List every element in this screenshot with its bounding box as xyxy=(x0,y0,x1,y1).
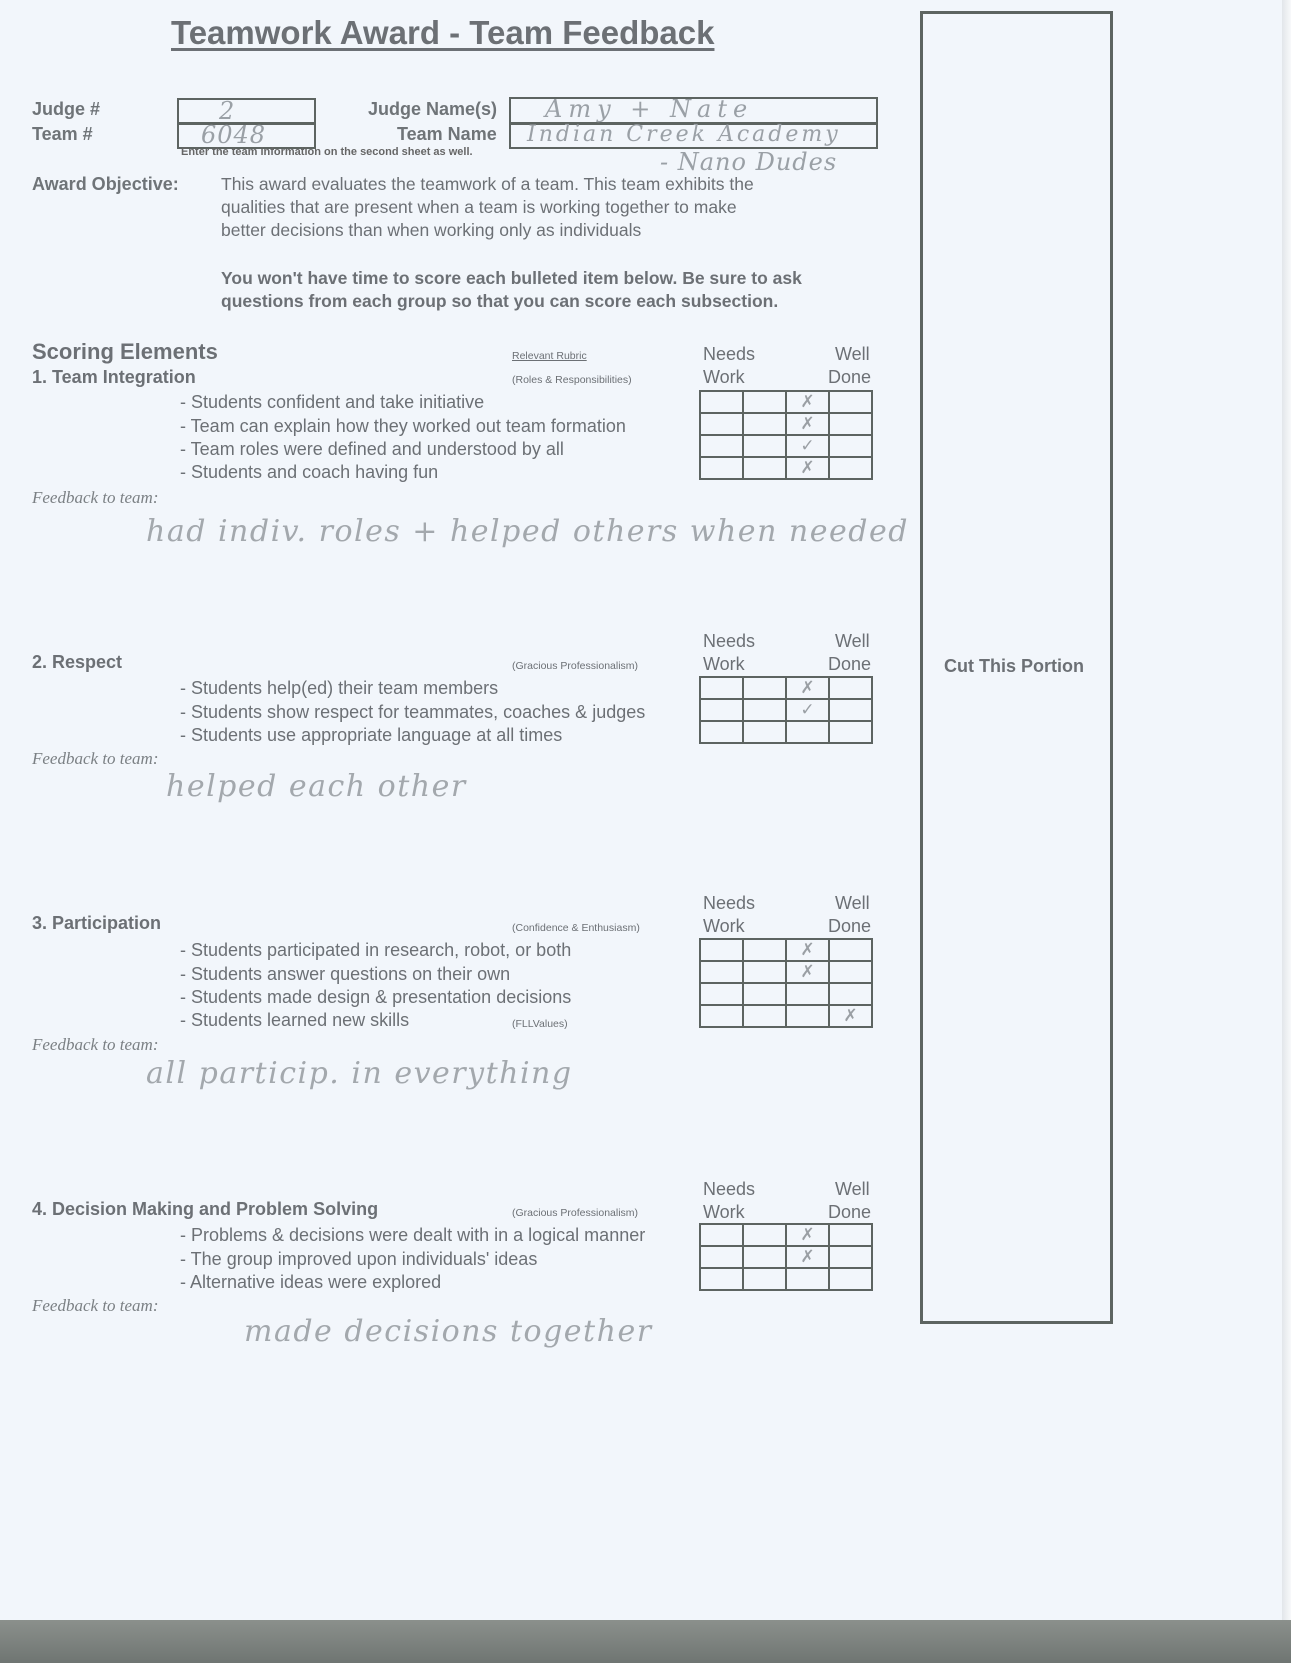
feedback-label: Feedback to team: xyxy=(32,488,159,507)
section-3-rubric: (Confidence & Enthusiasm) xyxy=(512,922,640,934)
section-1-bullet: - Students confident and take initiative xyxy=(180,392,485,412)
scale-done-label: Done xyxy=(828,916,872,936)
scale-well-label: Well xyxy=(835,344,870,364)
section-3-bullet: - Students made design & presentation decisions xyxy=(180,987,572,1007)
section-3-score-grid[interactable] xyxy=(699,938,873,1028)
score-cell[interactable] xyxy=(829,721,872,743)
score-cell[interactable] xyxy=(829,1246,872,1268)
score-cell[interactable] xyxy=(829,1268,872,1290)
score-cell[interactable] xyxy=(743,983,786,1005)
section-1-feedback[interactable]: had indiv. roles + helped others when needed xyxy=(146,514,909,549)
scale-well-label: Well xyxy=(835,1179,870,1199)
judge-names-value: Amy + Nate xyxy=(545,95,754,123)
judge-number-value: 2 xyxy=(219,97,236,125)
team-name-field[interactable] xyxy=(509,123,878,149)
section-3-bullet: - Students participated in research, robot, or both xyxy=(180,940,572,960)
score-cell[interactable]: ✗ xyxy=(786,677,829,699)
feedback-label: Feedback to team: xyxy=(32,1035,159,1054)
section-1-title: 1. Team Integration xyxy=(32,367,196,387)
section-3-title: 3. Participation xyxy=(32,913,162,933)
section-4-rubric: (Gracious Professionalism) xyxy=(512,1207,639,1219)
score-cell[interactable]: ✗ xyxy=(786,939,829,961)
judge-names-label: Judge Name(s) xyxy=(368,99,498,119)
section-4-bullet: - Alternative ideas were explored xyxy=(180,1272,442,1292)
judge-names-field[interactable] xyxy=(509,97,878,124)
score-cell[interactable] xyxy=(743,939,786,961)
section-4-bullet: - The group improved upon individuals' ideas xyxy=(180,1249,538,1269)
team-name-value: Indian Creek Academy xyxy=(527,122,841,147)
score-cell[interactable]: ✗ xyxy=(786,1246,829,1268)
scale-done-label: Done xyxy=(828,654,872,674)
scale-work-label: Work xyxy=(703,654,745,674)
score-cell[interactable] xyxy=(829,435,872,457)
section-4-bullet: - Problems & decisions were dealt with in a logical manner xyxy=(180,1225,646,1245)
score-cell[interactable]: ✗ xyxy=(786,391,829,413)
section-2-bullet: - Students show respect for teammates, coaches & judges xyxy=(180,702,646,722)
section-1-rubric: (Roles & Responsibilities) xyxy=(512,374,632,386)
score-cell[interactable] xyxy=(743,457,786,479)
section-1-score-grid[interactable] xyxy=(699,390,873,480)
scale-needs-label: Needs xyxy=(703,893,756,913)
score-cell[interactable]: ✓ xyxy=(786,435,829,457)
section-1-bullet: - Team roles were defined and understood by all xyxy=(180,439,564,459)
scale-needs-label: Needs xyxy=(703,344,756,364)
score-cell[interactable] xyxy=(786,983,829,1005)
score-cell[interactable] xyxy=(700,939,743,961)
score-cell[interactable]: ✗ xyxy=(786,1224,829,1246)
objective-line-3: better decisions than when working only as individuals xyxy=(221,220,642,240)
objective-line-1: This award evaluates the teamwork of a team. This team exhibits the xyxy=(221,174,754,194)
section-2-bullet: - Students help(ed) their team members xyxy=(180,678,499,698)
score-cell[interactable] xyxy=(700,677,743,699)
score-cell[interactable] xyxy=(743,391,786,413)
score-cell[interactable] xyxy=(743,435,786,457)
score-cell[interactable] xyxy=(700,1268,743,1290)
section-4-title: 4. Decision Making and Problem Solving xyxy=(32,1199,379,1219)
page-title: Teamwork Award - Team Feedback xyxy=(171,14,715,51)
score-cell[interactable]: ✗ xyxy=(786,961,829,983)
instruction-line-1: You won't have time to score each bulleted item below. Be sure to ask xyxy=(221,268,802,288)
scale-done-label: Done xyxy=(828,1202,872,1222)
score-cell[interactable] xyxy=(743,721,786,743)
score-cell[interactable]: ✗ xyxy=(829,1005,872,1027)
score-cell[interactable] xyxy=(743,413,786,435)
section-1-bullet: - Students and coach having fun xyxy=(180,462,439,482)
scale-work-label: Work xyxy=(703,367,745,387)
feedback-label: Feedback to team: xyxy=(32,749,159,768)
score-cell[interactable]: ✗ xyxy=(786,457,829,479)
scale-well-label: Well xyxy=(835,893,870,913)
section-3-bullet: - Students learned new skills xyxy=(180,1010,410,1030)
score-cell[interactable] xyxy=(700,961,743,983)
team-number-value: 6048 xyxy=(201,121,267,149)
section-2-title: 2. Respect xyxy=(32,652,123,672)
score-cell[interactable] xyxy=(700,1005,743,1027)
section-2-bullet: - Students use appropriate language at all times xyxy=(180,725,563,745)
score-cell[interactable] xyxy=(829,939,872,961)
score-cell[interactable] xyxy=(700,1246,743,1268)
scale-work-label: Work xyxy=(703,916,745,936)
section-3-bullet: - Students answer questions on their own xyxy=(180,964,511,984)
score-cell[interactable] xyxy=(700,457,743,479)
score-cell[interactable] xyxy=(700,983,743,1005)
score-cell[interactable] xyxy=(829,1224,872,1246)
scan-edge xyxy=(1282,0,1291,1620)
team-number-label: Team # xyxy=(32,124,93,144)
score-cell[interactable] xyxy=(743,677,786,699)
score-cell[interactable] xyxy=(829,413,872,435)
section-2-feedback[interactable]: helped each other xyxy=(166,769,467,804)
relevant-rubric-label: Relevant Rubric xyxy=(512,350,587,362)
score-cell[interactable] xyxy=(743,961,786,983)
score-cell[interactable] xyxy=(700,413,743,435)
scale-needs-label: Needs xyxy=(703,1179,756,1199)
score-cell[interactable] xyxy=(700,391,743,413)
score-cell[interactable] xyxy=(829,961,872,983)
score-cell[interactable] xyxy=(743,1005,786,1027)
section-4-score-grid[interactable] xyxy=(699,1223,873,1291)
score-cell[interactable] xyxy=(829,391,872,413)
score-cell[interactable] xyxy=(786,1268,829,1290)
instruction-line-2: questions from each group so that you can score each subsection. xyxy=(221,291,779,311)
score-cell[interactable] xyxy=(700,721,743,743)
score-cell[interactable] xyxy=(786,1005,829,1027)
score-cell[interactable] xyxy=(700,435,743,457)
scale-well-label: Well xyxy=(835,631,870,651)
section-3-extra-rubric: (FLLValues) xyxy=(512,1018,568,1030)
section-2-score-grid[interactable] xyxy=(699,676,873,744)
scoring-elements-heading: Scoring Elements xyxy=(32,339,218,364)
cut-portion-label: Cut This Portion xyxy=(944,656,1084,676)
score-cell[interactable] xyxy=(829,983,872,1005)
section-4-feedback[interactable]: made decisions together xyxy=(244,1314,653,1349)
score-cell[interactable] xyxy=(743,699,786,721)
scale-work-label: Work xyxy=(703,1202,745,1222)
score-cell[interactable]: ✗ xyxy=(786,413,829,435)
score-cell[interactable] xyxy=(743,1224,786,1246)
feedback-label: Feedback to team: xyxy=(32,1296,159,1315)
team-name-value-continued: - Nano Dudes xyxy=(660,148,838,176)
score-cell[interactable] xyxy=(743,1246,786,1268)
score-cell[interactable] xyxy=(829,457,872,479)
section-1-bullet: - Team can explain how they worked out team formation xyxy=(180,416,626,436)
objective-line-2: qualities that are present when a team is working together to make xyxy=(221,197,737,217)
score-cell[interactable] xyxy=(829,677,872,699)
scale-needs-label: Needs xyxy=(703,631,756,651)
team-name-label: Team Name xyxy=(397,124,497,144)
award-objective-label: Award Objective: xyxy=(32,174,179,194)
score-cell[interactable] xyxy=(829,699,872,721)
score-cell[interactable] xyxy=(786,721,829,743)
team-info-note: Enter the team information on the second sheet as well. xyxy=(181,146,473,158)
scale-done-label: Done xyxy=(828,367,872,387)
section-3-feedback[interactable]: all particip. in everything xyxy=(146,1056,573,1091)
score-cell[interactable] xyxy=(700,699,743,721)
score-cell[interactable] xyxy=(700,1224,743,1246)
section-2-rubric: (Gracious Professionalism) xyxy=(512,660,639,672)
judge-number-label: Judge # xyxy=(32,99,101,119)
score-cell[interactable] xyxy=(743,1268,786,1290)
score-cell[interactable]: ✓ xyxy=(786,699,829,721)
scan-shadow xyxy=(0,1620,1291,1663)
